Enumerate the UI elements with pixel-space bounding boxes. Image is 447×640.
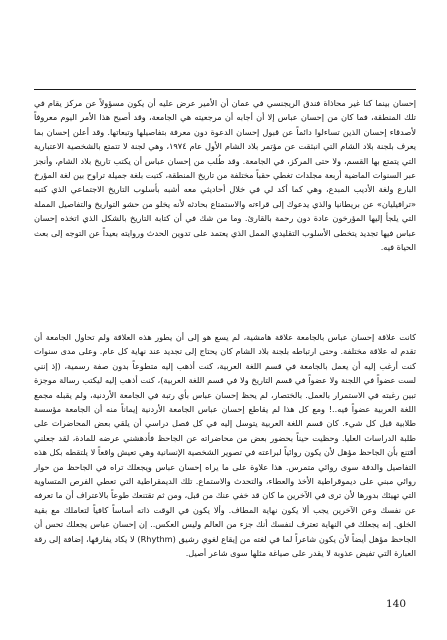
body-paragraph-1: إحسان بينما كنا غير محاذاة فندق الريجنسي في عمان أن الأمير عرض عليه أن يكون مسؤولاً عن مركز يقام في تلك المنطقة، فما كان من إحسان عباس إلا أن أجابه أن مرجعيته هي الجامعة، وقد أصبح هذا الأمر اليوم معروفاً لأصدقاء إحسان الذين تساءلوا دائماً عن قبول إحسان الدعوة دون معرفة بتفاصيلها وتبعاتها. وقد أعلن إحسان بما يعرف بلجنة بلاد الشام التي انبثقت عن مؤتمر بلاد الشام الأول عام ١٩٧٤، وهي لجنة لا تتمتع بالشخصية الاعتبارية التي يتمتع بها القسم، ولا حتى المركز، في الجامعة. وقد طُلب من إحسان عباس أن يكتب تاريخ بلاد الشام، وأنجز عبر السنوات الماضية أربعة مجلدات تغطي حقباً مختلفة من تاريخ المنطقة، كتبت بلغة جميلة تراوح بين لغة المؤرخ البارع ولغة الأديب المبدع، وهي كما أكد لي في خلال أحاديثي معه أشبه بأسلوب التاريخ الاجتماعي الذي كتبه «ترافيليان» عن بريطانيا والذي يدعوك إلى قراءته والاستمتاع بحادثه لأنه يخلو من حشو التواريخ والتفاصيل المملة التي يلجأ إليها المؤرخون عادة دون رحمة بالقارئ. وما من شك في أن كتابة التاريخ بالشكل الذي اتخذه إحسان عباس فيها تجديد يتخطى الأسلوب التقليدي الممل الذي يعتمد على تدوين الحدث وروايته بعيداً عن التوجه إلى بعث الحياة فيه. xyxy=(34,98,417,253)
top-rule xyxy=(34,89,416,90)
body-paragraph-2: كانت علاقة إحسان عباس بالجامعة علاقة هامشية، لم يسع هو إلى أن يطور هذه العلاقة ولم تحاول الجامعة أن تقدم له علاقة مختلفة. وحتى ارتباطه بلجنة بلاد الشام كان يحتاج إلى تجديد عند نهاية كل عام. وعلى مدى سنوات كنت أرغب إليه أن يعمل بالجامعة في قسم اللغة العربية، كنت أذهب إليه متطوعاً بدون صفة رسمية، (إذ إنني لست عضواً في اللجنة ولا عضواً في قسم التاريخ ولا في قسم اللغة العربية)، كنت أذهب إليه ليكتب رسالة موجزة تبين رغبته في الاستمرار بالعمل. بالختصار، لم يحظ إحسان عباس بأي رتبة في الجامعة الأردنية، ولم يقبله مجمع اللغة العربية عضواً فيه..! ومع كل هذا لم يقاطع إحسان عباس الجامعة الأردنية إيماناً منه أن الجامعة مؤسسة طلابية قبل كل شيء. كان قسم اللغة العربية يتوسل إليه في كل فصل دراسي أن يلقي بعض المحاضرات على طلبة الدراسات العليا. وحظيت حيناً بحضور بعض من محاضراته عن الجاحظ فأدهشني عرضه للمادة، لقد جعلني أقتنع بأن الجاحظ مؤهل لأن يكون روائياً لبراعته في تصوير الشخصية الإنسانية وهي تعيش واقعاً لا يلتقطه بكل هذه التفاصيل والدقة سوى روائي متمرس. هذا علاوة على ما يراه إحسان عباس ويجعلك تراه في الجاحظ من حوار روائي مبني على ديموقراطية الأخذ والعطاء، والتحدث والاستماع. تلك الديمقراطية التي تعطي الفرص المتساوية التي تهيئك بدورها لأن ترى في الآخرين ما كان قد خفي عنك من قبل، ومن ثم تقتنعك طوعاً بالاعتراف أن ما تعرفه عن نفسك وعن الآخرين يجب ألا يكون نهاية المطاف. وألا يكون في الوقت ذاته أساساً كافياً لتعاملك مع بقية الخلق. إنه يجعلك في النهاية تعترف لنفسك أنك جزء من العالم وليس العكس.. إن إحسان عباس يجعلك تحس أن الجاحظ مؤهل أيضاً لأن يكون شاعراً لما في لغته من إيقاع لغوي رشيق (Rhythm) لا يكاد يفارقها، إضافة إلى رقة العبارة التي تفيض عذوبة لا يقدر على صياغة مثلها سوى شاعر أصيل. xyxy=(34,332,416,559)
page-number: 140 xyxy=(386,598,407,610)
